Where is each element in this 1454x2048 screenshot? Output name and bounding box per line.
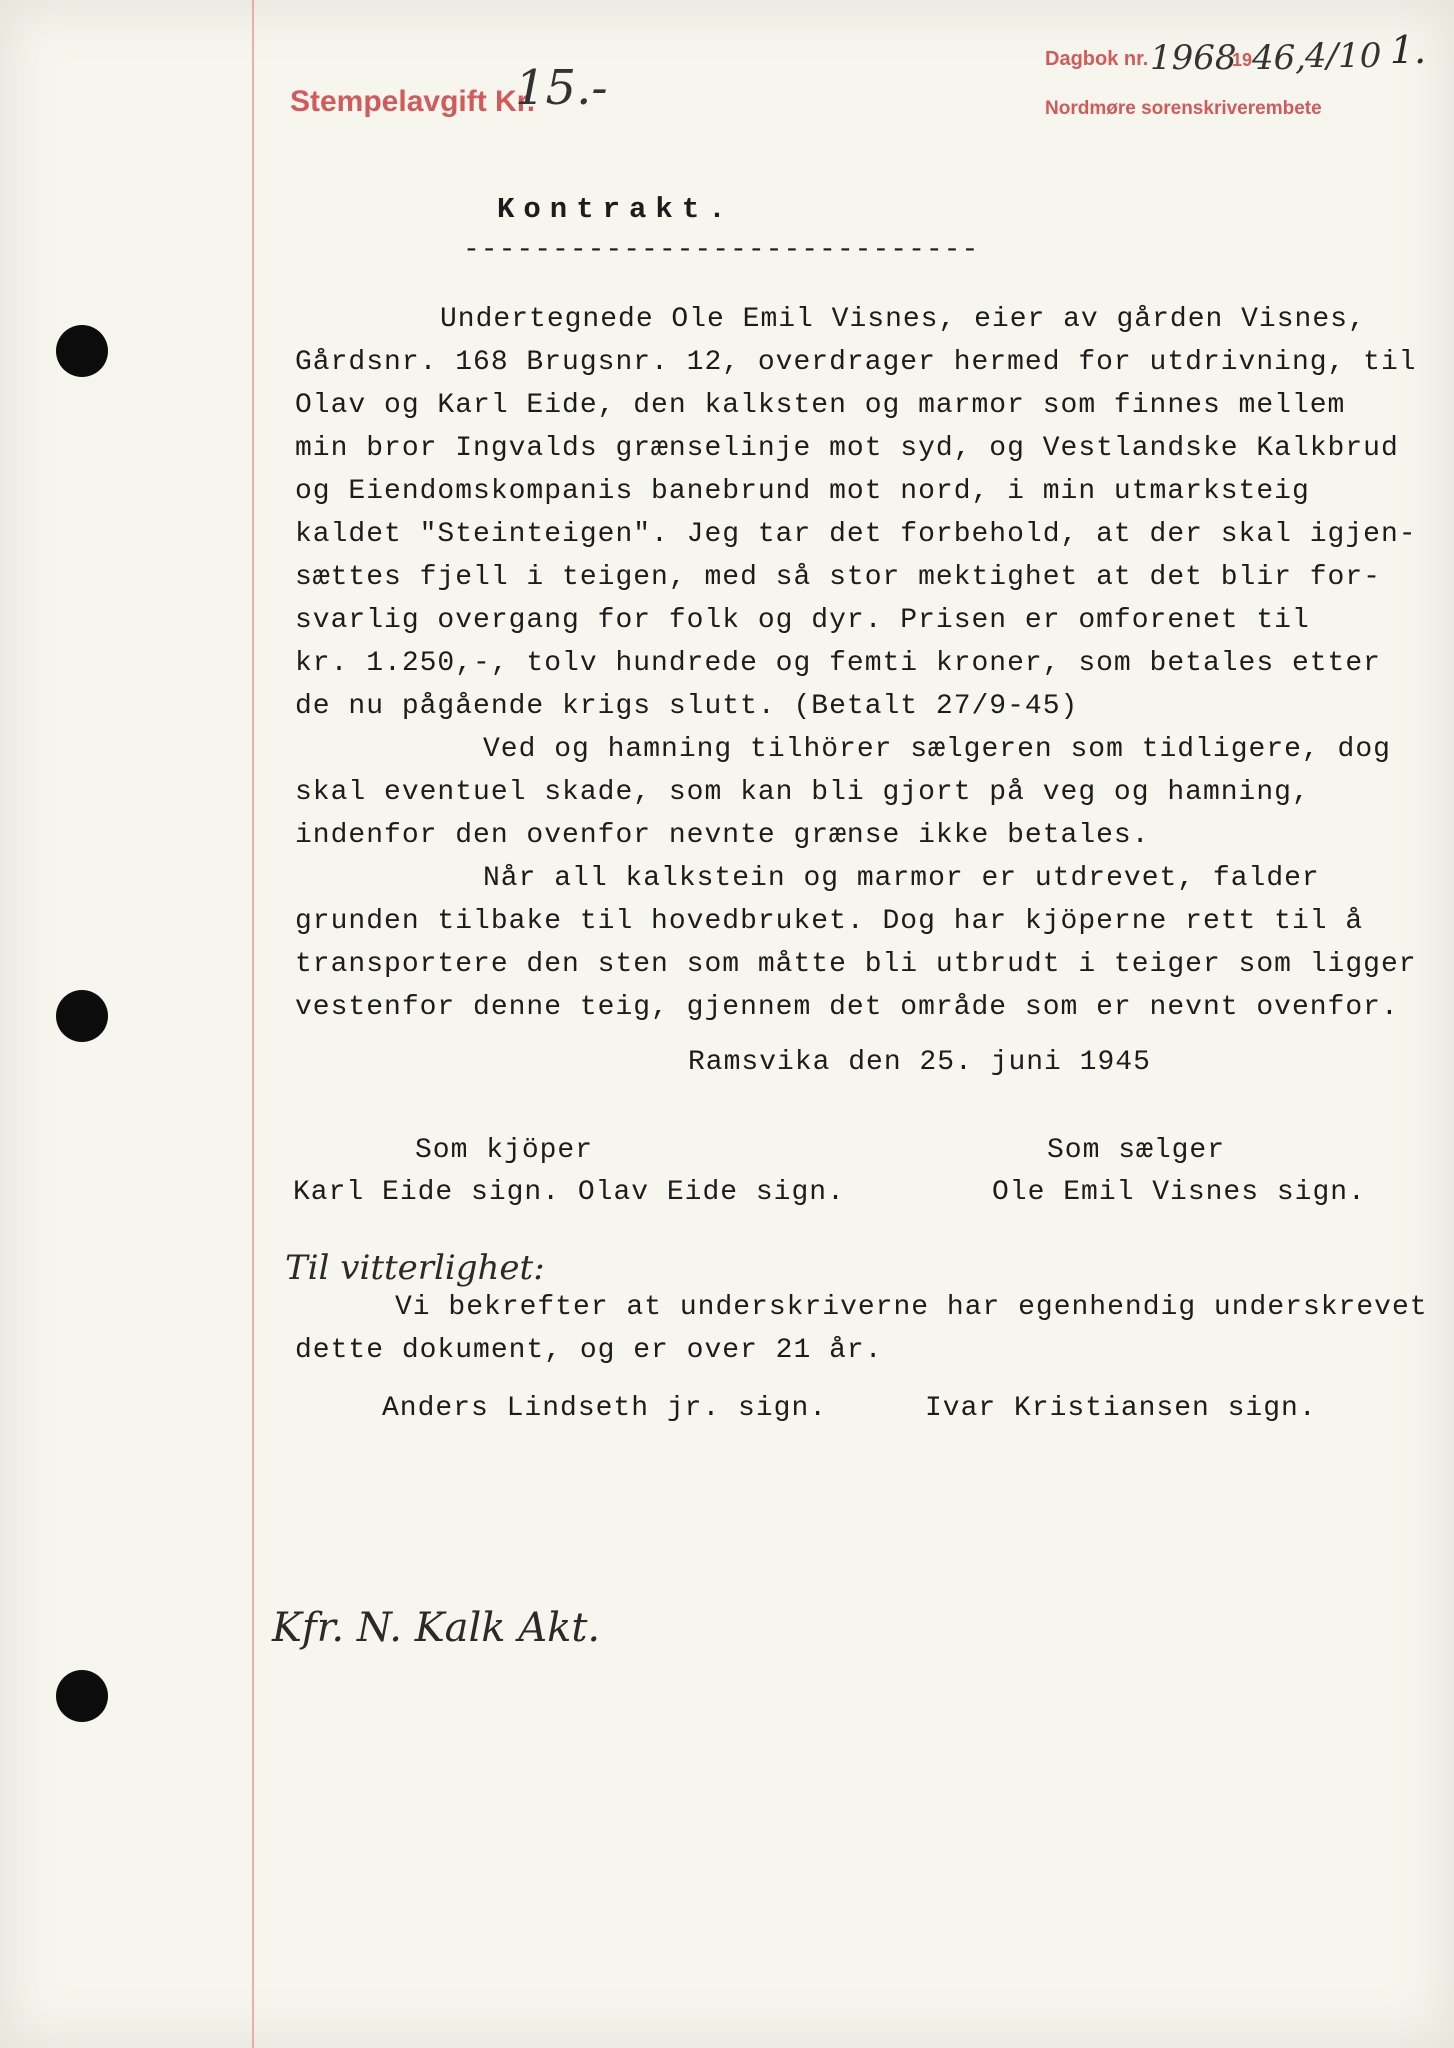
witness-1-signature: Anders Lindseth jr. sign. [382,1393,828,1424]
body-line: grunden tilbake til hovedbruket. Dog har kjöperne rett til å [295,906,1364,937]
punch-hole-middle [56,990,108,1042]
body-line: og Eiendomskompanis banebrund mot nord, i min utmarksteig [295,476,1310,507]
buyer-heading: Som kjöper [415,1135,594,1166]
journal-date: 4/10 [1305,36,1382,76]
body-line: skal eventuel skade, som kan bli gjort på veg og hamning, [295,777,1310,808]
body-line: Olav og Karl Eide, den kalksten og marmor som finnes mellem [295,390,1346,421]
title-underline: ----------------------------- [463,235,980,266]
footer-note: Kfr. N. Kalk Akt. [272,1605,601,1651]
body-line: Når all kalkstein og marmor er utdrevet, falder [483,863,1320,894]
body-line: Ved og hamning tilhörer sælgeren som tidligere, dog [483,734,1391,765]
buyer-signatures: Karl Eide sign. Olav Eide sign. [293,1177,845,1208]
body-line: de nu pågående krigs slutt. (Betalt 27/9-45) [295,691,1079,722]
body-line: kr. 1.250,-, tolv hundrede og femti kroner, som betales etter [295,648,1381,679]
page-number: 1. [1390,28,1427,72]
body-line: Gårdsnr. 168 Brugsnr. 12, overdrager hermed for utdrivning, til [295,347,1417,378]
body-line: transportere den sten som måtte bli utbrudt i teiger som ligger [295,949,1417,980]
stamp-duty-label: Stempelavgift Kr. [290,85,536,118]
body-line: svarlig overgang for folk og dyr. Prisen er omforenet til [295,605,1310,636]
body-line: Undertegnede Ole Emil Visnes, eier av gården Visnes, [440,304,1366,335]
office-stamp: Nordmøre sorenskriverembete [1045,98,1322,119]
body-line: min bror Ingvalds grænselinje mot syd, og Vestlandske Kalkbrud [295,433,1399,464]
seller-signature: Ole Emil Visnes sign. [992,1177,1366,1208]
journal-label: Dagbok nr. [1045,48,1149,70]
body-line: vestenfor denne teig, gjennem det område som er nevnt ovenfor. [295,992,1399,1023]
witness-heading: Til vitterlighet: [285,1248,545,1288]
stamp-duty-amount: 15.- [515,60,608,116]
journal-year-label: 19 [1232,50,1253,70]
place-date: Ramsvika den 25. juni 1945 [688,1047,1151,1078]
witness-line: dette dokument, og er over 21 år. [295,1335,883,1366]
body-line: indenfor den ovenfor nevnte grænse ikke betales. [295,820,1150,851]
journal-year: 46, [1252,38,1307,78]
journal-number: 1968 [1150,38,1237,78]
seller-heading: Som sælger [1047,1135,1226,1166]
punch-hole-bottom [56,1670,108,1722]
body-line: kaldet "Steinteigen". Jeg tar det forbehold, at der skal igjen- [295,519,1417,550]
witness-2-signature: Ivar Kristiansen sign. [925,1393,1317,1424]
document-title: Kontrakt. [497,193,735,226]
witness-line: Vi bekrefter at underskriverne har egenhendig underskrevet [395,1292,1428,1323]
body-line: sættes fjell i teigen, med så stor mektighet at det blir for- [295,562,1381,593]
